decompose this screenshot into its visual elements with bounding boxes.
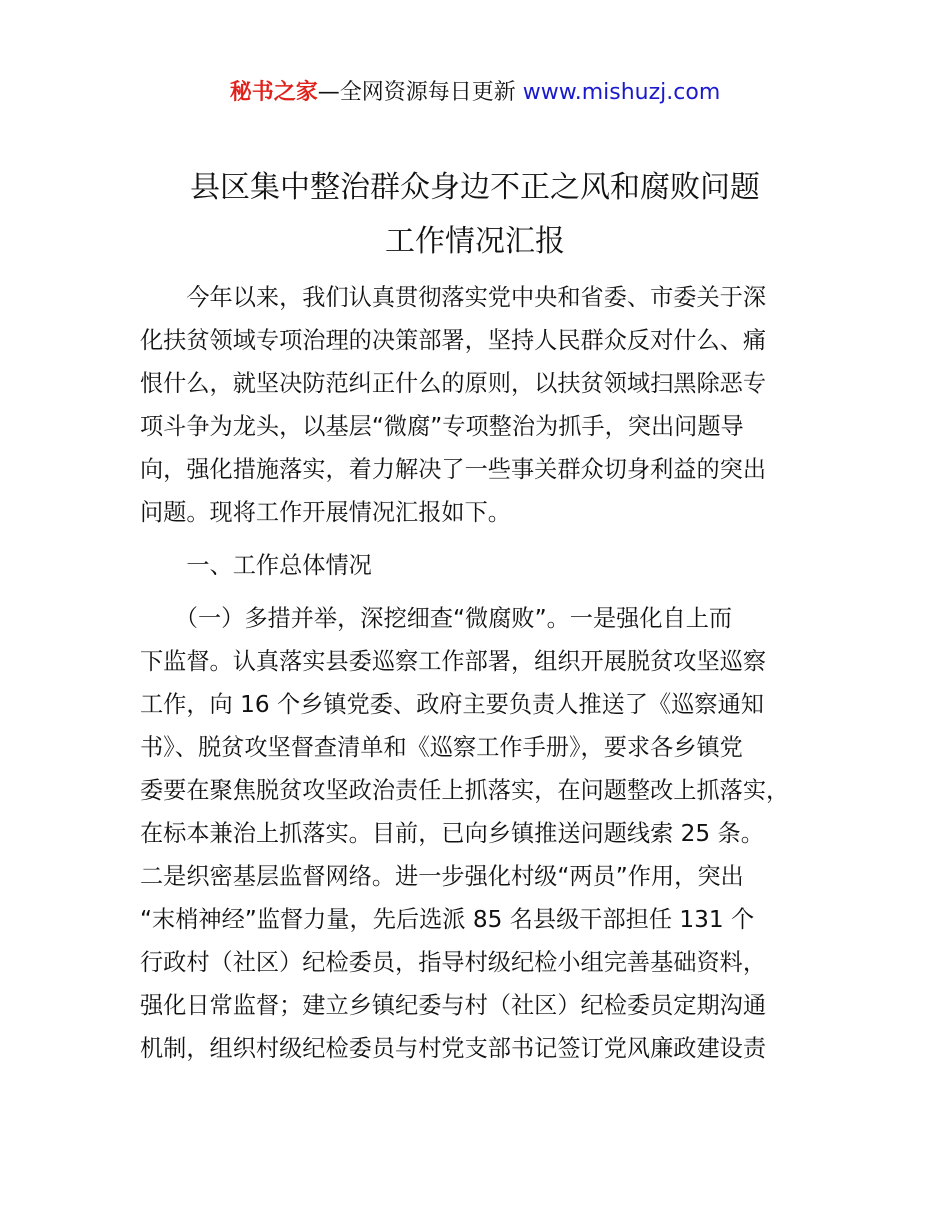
site-header-banner	[0, 78, 950, 108]
body-line: 项斗争为龙头，以基层“微腐”专项整治为抓手，突出问题导	[140, 413, 744, 440]
body-line: 委要在聚焦脱贫攻坚政治责任上抓落实，在问题整改上抓落实，	[140, 777, 790, 804]
body-line: 工作，向 16 个乡镇党委、政府主要负责人推送了《巡察通知	[140, 691, 764, 718]
body-line: 问题。现将工作开展情况汇报如下。	[140, 499, 511, 526]
body-line: 今年以来，我们认真贯彻落实党中央和省委、市委关于深	[140, 284, 767, 311]
body-line: 向，强化措施落实，着力解决了一些事关群众切身利益的突出	[140, 456, 767, 483]
body-line: 二是织密基层监督网络。进一步强化村级“两员”作用，突出	[140, 863, 744, 890]
brand-name: 秘书之家	[229, 80, 318, 105]
body-line: 书》、脱贫攻坚督查清单和《巡察工作手册》，要求各乡镇党	[140, 734, 743, 761]
body-line: 强化日常监督；建立乡镇纪委与村（社区）纪检委员定期沟通	[140, 992, 767, 1019]
document-title-line-2: 工作情况汇报	[385, 224, 565, 259]
body-line: 机制，组织村级纪检委员与村党支部书记签订党风廉政建设责	[140, 1035, 767, 1062]
header-tagline: —全网资源每日更新	[317, 80, 516, 105]
body-line: 化扶贫领域专项治理的决策部署，坚持人民群众反对什么、痛	[140, 327, 767, 354]
body-line: 行政村（社区）纪检委员，指导村级纪检小组完善基础资料，	[140, 949, 767, 976]
site-url-link[interactable]: www.mishuzj.com	[522, 80, 721, 105]
body-line: （一）多措并举，深挖细查“微腐败”。一是强化自上而	[140, 605, 733, 632]
body-line: “末梢神经”监督力量，先后选派 85 名县级干部担任 131 个	[140, 906, 755, 933]
document-title-line-1: 县区集中整治群众身边不正之风和腐败问题	[190, 170, 760, 205]
section-heading: 一、工作总体情况	[140, 552, 372, 579]
body-line: 下监督。认真落实县委巡察工作部署，组织开展脱贫攻坚巡察	[140, 648, 767, 675]
body-line: 恨什么，就坚决防范纠正什么的原则，以扶贫领域扫黑除恶专	[140, 370, 767, 397]
body-line: 在标本兼治上抓落实。目前，已向乡镇推送问题线索 25 条。	[140, 820, 764, 847]
